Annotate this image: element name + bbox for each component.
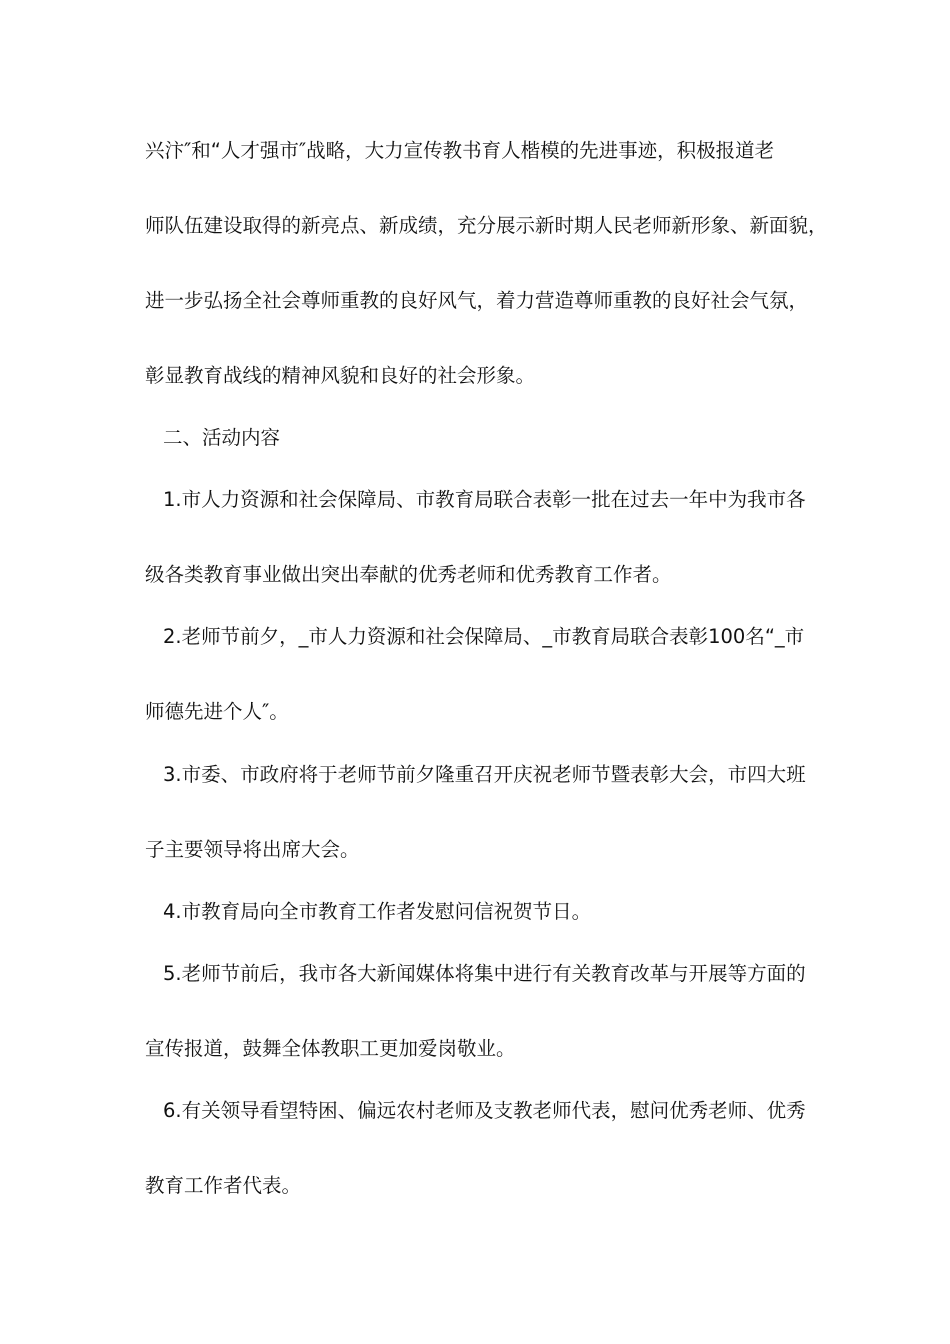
list-item-line: 4.市教育局向全市教育工作者发慰问信祝贺节日。 <box>163 900 592 923</box>
paragraph-line: 子主要领导将出席大会。 <box>145 838 360 861</box>
paragraph-line: 师队伍建设取得的新亮点、新成绩，充分展示新时期人民老师新形象、新面貌， <box>145 214 828 237</box>
list-item-line: 2.老师节前夕，_市人力资源和社会保障局、_市教育局联合表彰100名“_市 <box>163 625 805 648</box>
list-item-line: 5.老师节前后，我市各大新闻媒体将集中进行有关教育改革与开展等方面的 <box>163 962 806 985</box>
section-heading: 二、活动内容 <box>163 426 281 449</box>
paragraph-line: 师德先进个人″。 <box>145 700 289 723</box>
paragraph-line: 级各类教育事业做出突出奉献的优秀老师和优秀教育工作者。 <box>145 563 672 586</box>
paragraph-line: 彰显教育战线的精神风貌和良好的社会形象。 <box>145 364 536 387</box>
paragraph-line: 教育工作者代表。 <box>145 1174 302 1197</box>
list-item-line: 3.市委、市政府将于老师节前夕隆重召开庆祝老师节暨表彰大会，市四大班 <box>163 763 806 786</box>
paragraph-line: 进一步弘扬全社会尊师重教的良好风气，着力营造尊师重教的良好社会气氛， <box>145 289 809 312</box>
list-item-line: 6.有关领导看望特困、偏远农村老师及支教老师代表，慰问优秀老师、优秀 <box>163 1099 806 1122</box>
paragraph-line: 宣传报道，鼓舞全体教职工更加爱岗敬业。 <box>145 1037 516 1060</box>
list-item-line: 1.市人力资源和社会保障局、市教育局联合表彰一批在过去一年中为我市各 <box>163 488 806 511</box>
paragraph-line: 兴汴″和“人才强市″战略，大力宣传教书育人楷模的先进事迹，积极报道老 <box>145 139 775 162</box>
